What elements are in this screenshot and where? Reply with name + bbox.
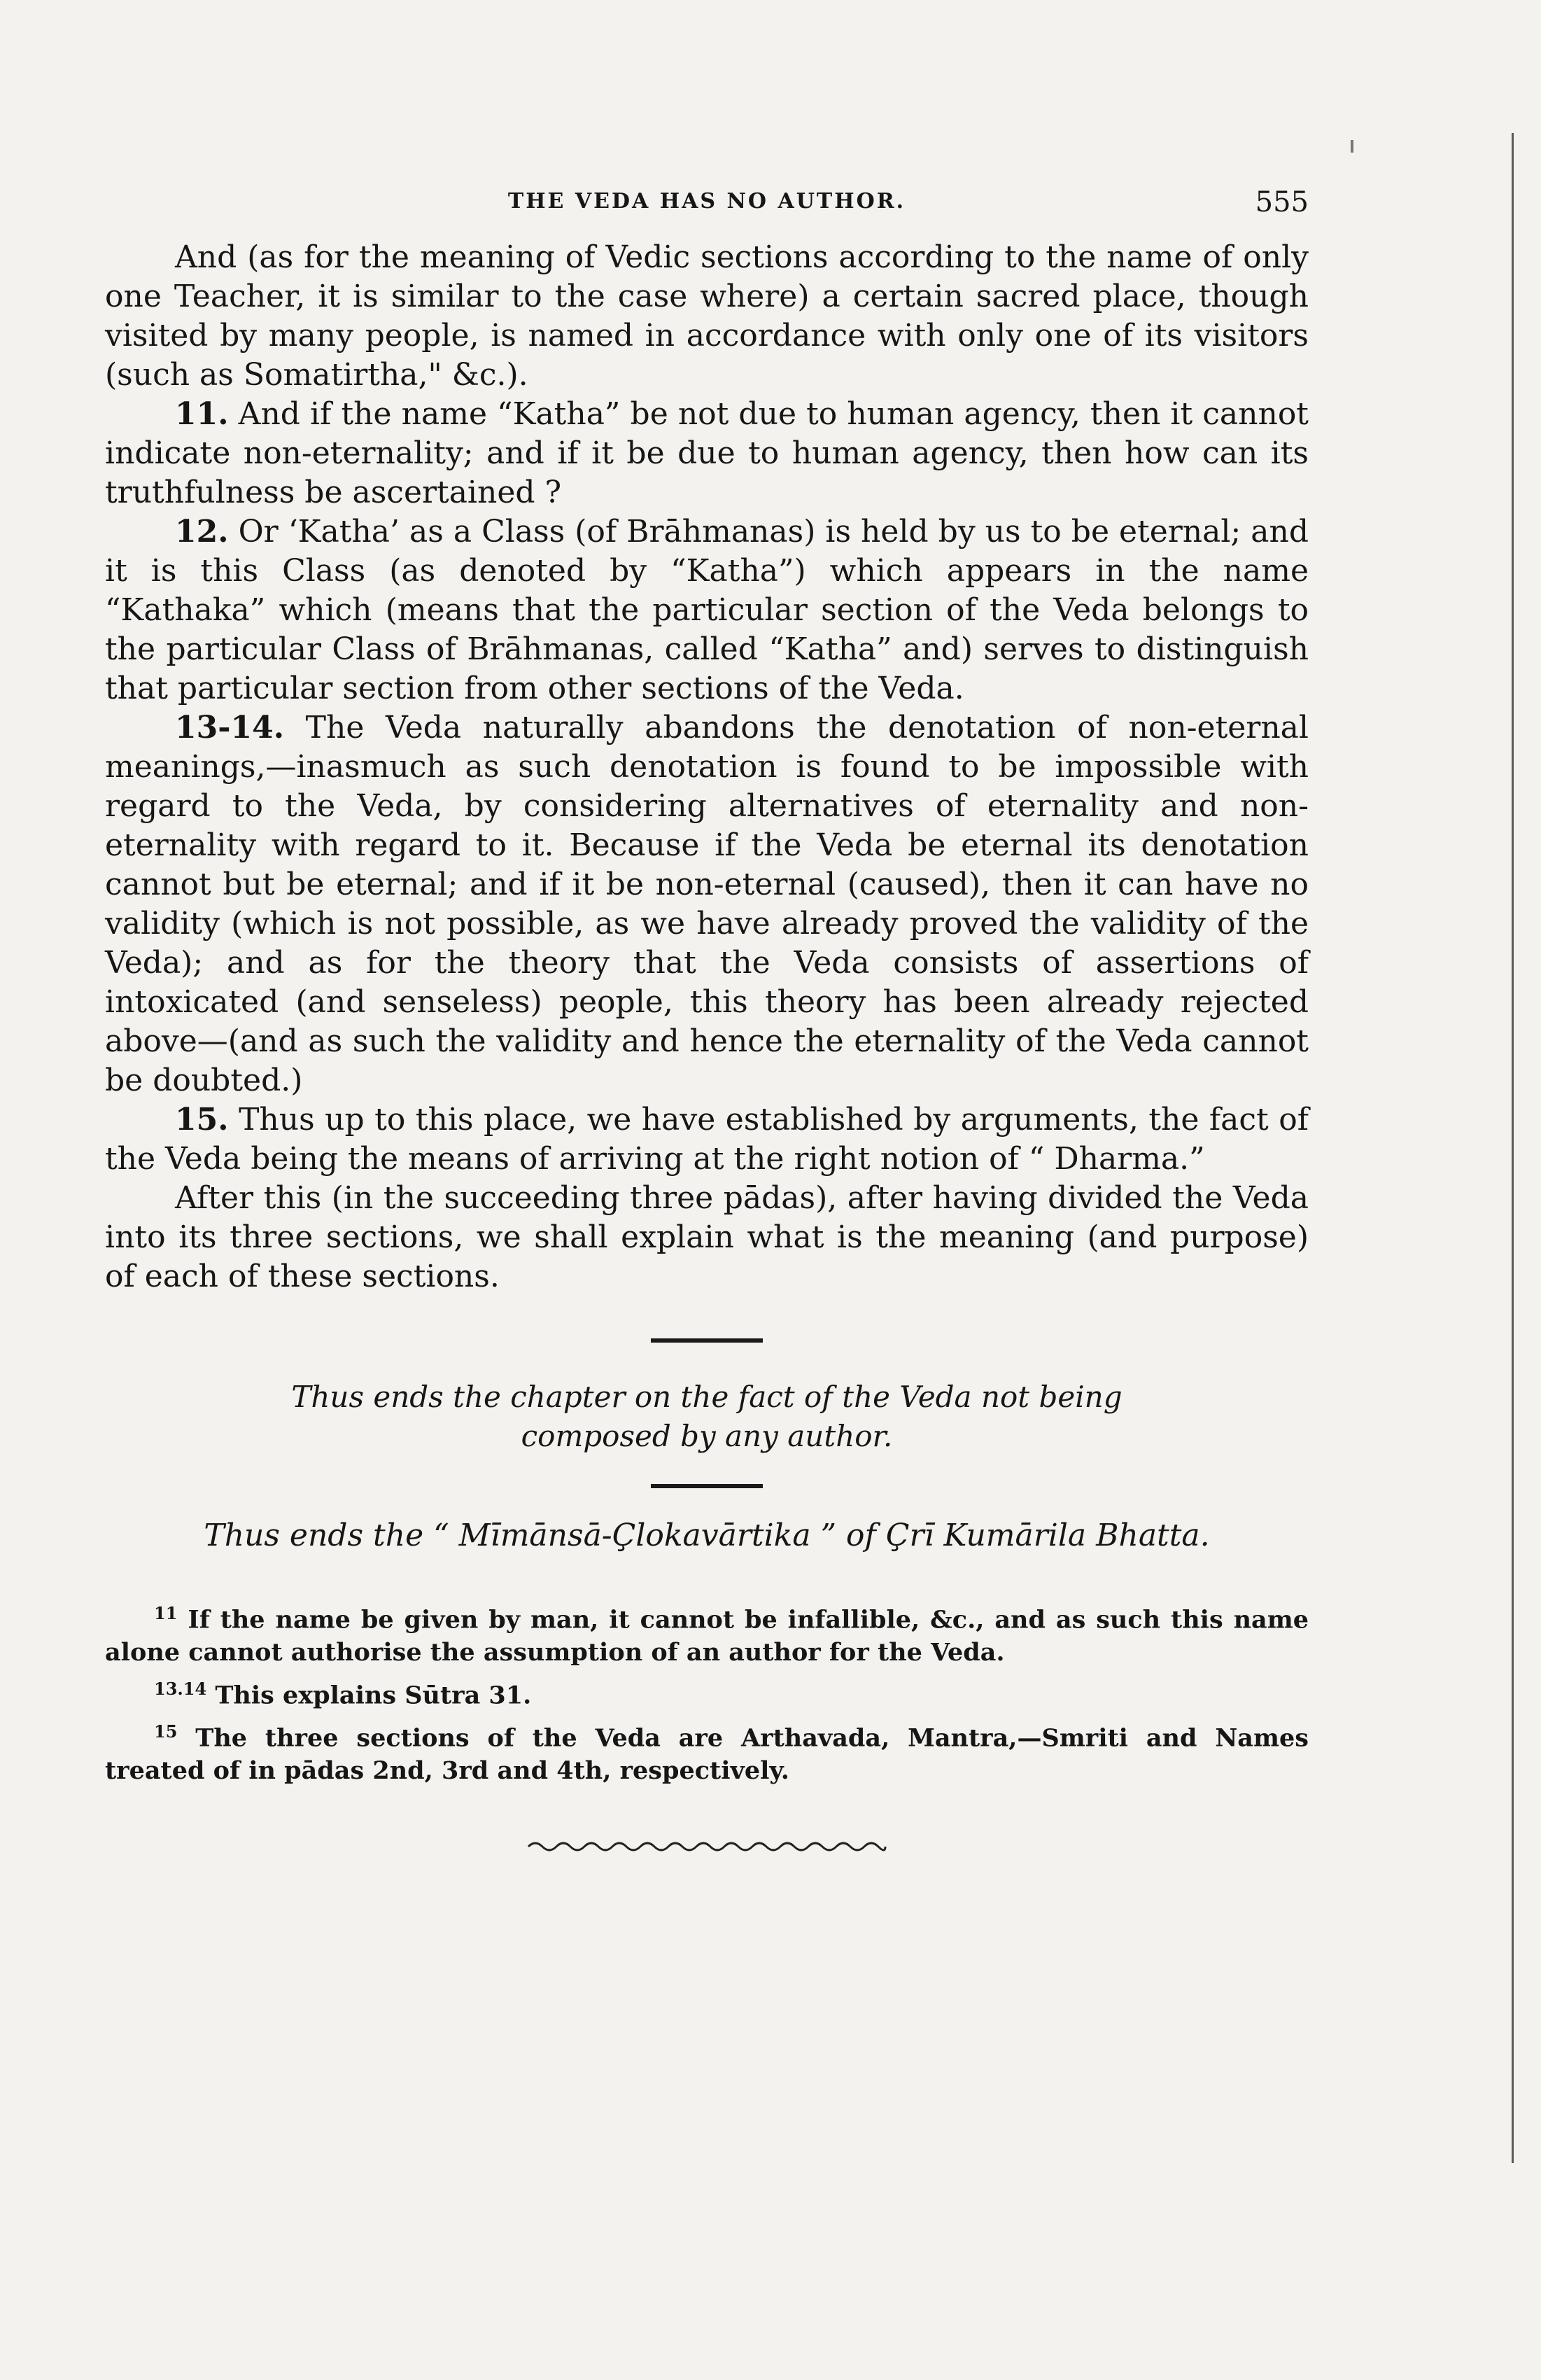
- paragraph: [105, 1100, 1309, 1179]
- page-header: [105, 186, 1309, 238]
- paragraph-text: After this (in the succeeding three pādas), after having divided the Veda into its three sections, we shall explain what is the meaning (and purpose) of each of these sections.: [105, 1180, 1309, 1294]
- running-head: THE VEDA HAS NO AUTHOR.: [507, 189, 906, 214]
- paragraph: [105, 708, 1309, 1100]
- section-divider: [651, 1484, 763, 1488]
- document-page: [105, 186, 1309, 1857]
- chapter-ending: Thus ends the chapter on the fact of the Veda not being composed by any author.: [291, 1380, 1123, 1453]
- section-number: 11.: [175, 396, 229, 432]
- footnote: [105, 1673, 1309, 1712]
- footnote: [105, 1597, 1309, 1669]
- paragraph: [105, 512, 1309, 708]
- footnote: [105, 1716, 1309, 1787]
- footnote-mark: 11: [154, 1603, 178, 1623]
- body-text: [105, 238, 1309, 1296]
- paragraph-text: Or ‘Katha’ as a Class (of Brāhmanas) is held by us to be eternal; and it is this Class (as denoted by “Katha”) which appears in the name “Kathaka” which (means that the particular section of the Veda belongs to the particular Class of Brāhmanas, called “Katha” and) serves to distinguish that particular section from other sections of the Veda.: [105, 514, 1309, 706]
- section-number: 12.: [175, 514, 229, 550]
- paragraph: [105, 395, 1309, 512]
- footnote-text: If the name be given by man, it cannot be infallible, &c., and as such this name alone cannot authorise the assumption of an author for the Veda.: [105, 1605, 1309, 1667]
- paragraph-text: And if the name “Katha” be not due to human agency, then it cannot indicate non-eternality; and if it be due to human agency, then how can its truthfulness be ascertained ?: [105, 396, 1309, 510]
- paragraph-text: Thus up to this place, we have established by arguments, the fact of the Veda being the means of arriving at the right notion of “ Dharma.”: [105, 1102, 1309, 1177]
- paragraph-text: The Veda naturally abandons the denotation of non-eternal meanings,—inasmuch as such denotation is found to be impossible with regard to the Veda, by considering alternatives of eternality and non-eternality with regard to it. Because if the Veda be eternal its denotation cannot but be eternal; and if it be non-eternal (caused), then it can have no validity (which is not possible, as we have already proved the validity of the Veda); and as for the theory that the Veda consists of assertions of intoxicated (and senseless) people, this theory has been already rejected above—(and as such the validity and hence the eternality of the Veda cannot be doubted.): [105, 710, 1309, 1098]
- paragraph: [105, 238, 1309, 395]
- page-edge-line: [1512, 133, 1514, 2163]
- section-divider: [651, 1338, 763, 1343]
- section-number: 15.: [175, 1102, 229, 1138]
- page-number: 555: [1255, 186, 1309, 218]
- footnote-mark: 15: [154, 1721, 178, 1742]
- footnote-text: This explains Sūtra 31.: [215, 1681, 532, 1710]
- paragraph: [105, 1179, 1309, 1296]
- section-number: 13-14.: [175, 710, 285, 746]
- footnote-text: The three sections of the Veda are Arthavada, Mantra,—Smriti and Names treated of in pādas 2nd, 3rd and 4th, respectively.: [105, 1723, 1309, 1785]
- footnote-mark: 13.14: [154, 1678, 207, 1699]
- ornamental-flourish-icon: [525, 1836, 889, 1857]
- footnotes: [105, 1597, 1309, 1787]
- print-speck: [1351, 140, 1353, 153]
- work-ending: Thus ends the “ Mīmānsā-Çlokavārtika ” of Çrī Kumārila Bhatta.: [204, 1518, 1210, 1553]
- paragraph-text: And (as for the meaning of Vedic sections according to the name of only one Teacher, it is similar to the case where) a certain sacred place, though visited by many people, is named in accordance with only one of its visitors (such as Somatirtha," &c.).: [105, 239, 1309, 393]
